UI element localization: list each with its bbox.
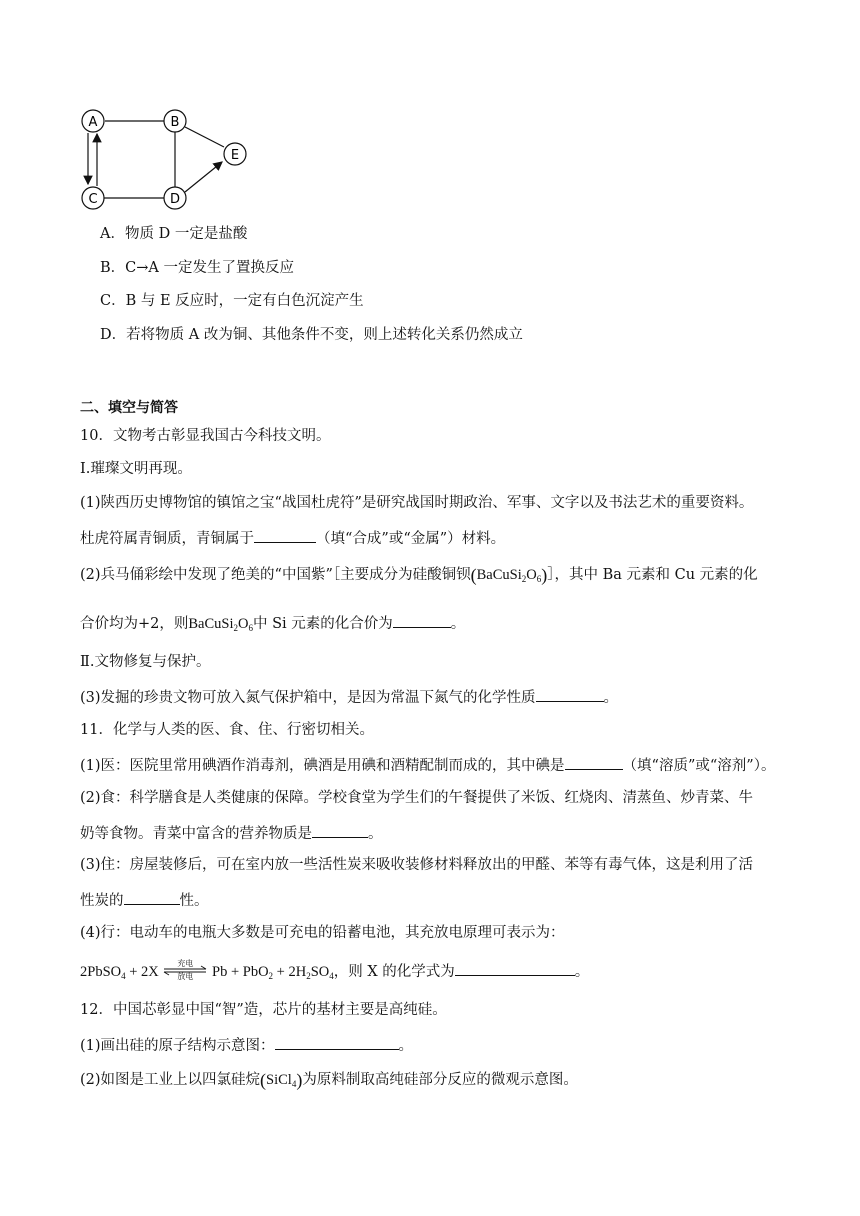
- answer-blank[interactable]: [254, 527, 316, 543]
- q10-sub1-line2: [80, 527, 505, 549]
- node-a: [82, 110, 104, 132]
- q11-sub1: (1)医：医院里常用碘酒作消毒剂，碘酒是用碘和酒精配制而成的，其中碘是 （填“溶质”或“溶剂”）。: [80, 754, 775, 776]
- q10-sub2-line1: [80, 565, 758, 589]
- node-a-label: A: [88, 115, 98, 130]
- node-b-label: B: [170, 115, 180, 130]
- node-c-label: C: [88, 192, 98, 207]
- q10-sub2-question: 中 Si 元素的化合价为: [252, 616, 393, 632]
- q10-sub2-text: (2)兵马俑彩绘中发现了绝美的“中国紫”［主要成分为硅酸铜钡: [80, 567, 471, 583]
- q11-sub2-line1: (2)食：科学膳食是人类健康的保障。学校食堂为学生们的午餐提供了米饭、红烧肉、清蒸鱼、炒青菜、牛: [80, 790, 754, 806]
- q10-sub2-text-tail: ］，其中 Ba 元素和 Cu 元素的化: [547, 567, 758, 583]
- node-d: [164, 187, 186, 209]
- answer-blank[interactable]: [565, 754, 623, 770]
- node-d-label: D: [169, 192, 181, 207]
- q10-sub1-hint: （填“合成”或“金属”）材料。: [316, 531, 506, 547]
- reaction-relationship-diagram: [70, 100, 260, 220]
- answer-blank[interactable]: [455, 960, 575, 976]
- formula-bacusi2o6: $(BaCuSi_2O_6)$: [470, 565, 548, 585]
- answer-blank[interactable]: [124, 889, 180, 905]
- q10-sub2-text2: 合价均为+2，则: [80, 616, 189, 632]
- arrow-d-e: [185, 162, 222, 192]
- q10-sub3: (3)发掘的珍贵文物可放入氮气保护箱中，是因为常温下氮气的化学性质 。: [80, 686, 618, 708]
- arrow-charge-label: 充电: [177, 959, 194, 968]
- q12-sub1: (1)画出硅的原子结构示意图： 。: [80, 1034, 413, 1056]
- q11-sub3-line2: 性炭的 性。: [80, 889, 209, 911]
- node-e: [224, 143, 246, 165]
- q9-option-c: C．B 与 E 反应时，一定有白色沉淀产生: [100, 293, 364, 309]
- q10-part1-title: Ⅰ.璀璨文明再现。: [80, 461, 192, 477]
- equation-right: $Pb + PbO_2 + 2H_2SO_4$: [212, 964, 334, 981]
- q10-stem: 10．文物考古彰显我国古今科技文明。: [80, 428, 331, 444]
- q11-sub4-line1: (4)行：电动车的电瓶大多数是可充电的铅蓄电池，其充放电原理可表示为：: [80, 925, 565, 941]
- q11-stem: 11．化学与人类的医、食、住、行密切相关。: [80, 722, 374, 738]
- q12-sub2: (2)如图是工业上以四氯硅烷(SiCl$_4$)为原料制取高纯硅部分反应的微观示意图。: [80, 1070, 578, 1090]
- q10-sub2-line2: 合价均为+2，则$BaCuSi_2O_6$中 Si 元素的化合价为 。: [80, 612, 465, 638]
- q9-option-b: B．C→A 一定发生了置换反应: [100, 260, 294, 276]
- answer-blank[interactable]: [312, 822, 368, 838]
- node-e-label: E: [230, 148, 240, 163]
- q10-part2-title: Ⅱ.文物修复与保护。: [80, 654, 211, 670]
- answer-blank[interactable]: [275, 1034, 399, 1050]
- node-c: [82, 187, 104, 209]
- equation-left: 2PbSO$_4$ + 2X: [80, 964, 159, 981]
- q12-stem: 12．中国芯彰显中国“智”造，芯片的基材主要是高纯硅。: [80, 1002, 447, 1018]
- q10-sub1-text: 杜虎符属青铜质，青铜属于: [80, 531, 254, 547]
- q11-sub2-line2: 奶等食物。青菜中富含的营养物质是 。: [80, 822, 383, 844]
- q11-equation-line: 2PbSO$_4$ + 2X 充电 放电 $Pb + PbO_2 + 2H_2SO_4$，则 X 的化学式为 。: [80, 959, 590, 981]
- formula-bacusi2o6-inline: $BaCuSi_2O_6$: [188, 616, 253, 633]
- formula-sicl4: (SiCl$_4$): [260, 1070, 303, 1090]
- edge-b-e: [185, 127, 224, 147]
- node-b: [164, 110, 186, 132]
- section-title: 二、填空与简答: [80, 400, 178, 416]
- answer-blank[interactable]: [536, 686, 604, 702]
- q11-sub3-line1: (3)住：房屋装修后，可在室内放一些活性炭来吸收装修材料释放出的甲醛、苯等有毒气体，这是利用了活: [80, 857, 754, 873]
- answer-blank[interactable]: [393, 612, 451, 628]
- reversible-arrow: [162, 960, 208, 980]
- arrow-discharge-label: 放电: [177, 972, 194, 981]
- q9-option-a: A．物质 D 一定是盐酸: [100, 226, 248, 242]
- q9-option-d: D．若将物质 A 改为铜、其他条件不变，则上述转化关系仍然成立: [100, 327, 523, 343]
- q10-sub1-line1: (1)陕西历史博物馆的镇馆之宝“战国杜虎符”是研究战国时期政治、军事、文字以及书法艺术的重要资料。: [80, 495, 754, 511]
